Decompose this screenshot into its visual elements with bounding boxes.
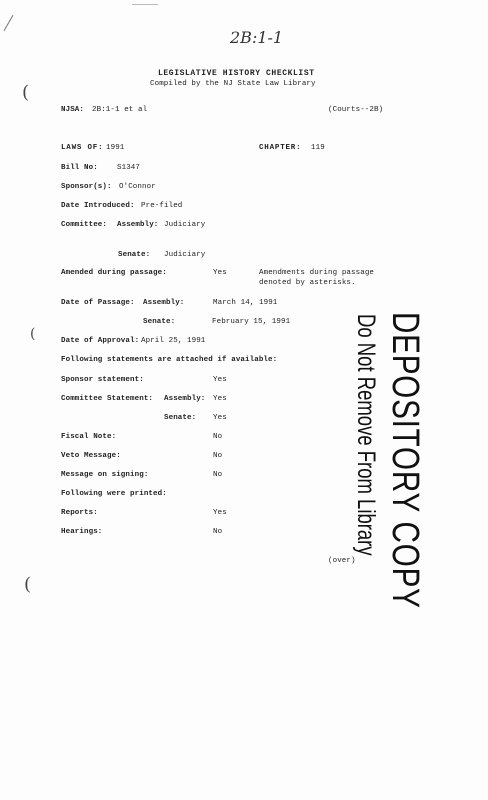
fiscal-note-value: No: [213, 433, 223, 441]
njsa-label: NJSA:: [61, 106, 85, 114]
committee-label: Committee:: [61, 221, 108, 229]
reports-value: Yes: [213, 509, 227, 517]
committee-statement-label: Committee Statement:: [61, 395, 154, 403]
chapter-label: CHAPTER:: [259, 144, 302, 152]
sponsors-label: Sponsor(s):: [61, 183, 112, 191]
message-on-signing-value: No: [213, 471, 223, 479]
committee-statement-senate-value: Yes: [213, 414, 227, 422]
fiscal-note-label: Fiscal Note:: [61, 433, 117, 441]
hearings-label: Hearings:: [61, 528, 103, 536]
njsa-title-note: (Courts--2B): [328, 106, 384, 114]
committee-senate-value: Judiciary: [164, 251, 206, 259]
punch-hole-mark-middle: (: [30, 326, 36, 342]
chapter-value: 119: [311, 144, 325, 152]
date-introduced-value: Pre-filed: [141, 202, 183, 210]
amended-value: Yes: [213, 269, 227, 277]
committee-statement-assembly-label: Assembly:: [164, 395, 206, 403]
handwritten-document-id: 2B:1-1: [230, 28, 284, 47]
committee-assembly-value: Judiciary: [164, 221, 206, 229]
hearings-value: No: [213, 528, 223, 536]
amended-note-line2: denoted by asterisks.: [259, 279, 356, 287]
punch-hole-mark-top: (: [22, 82, 30, 103]
veto-message-label: Veto Message:: [61, 452, 121, 460]
stamp-line-do-not-remove: Do Not Remove From Library: [352, 314, 380, 556]
date-of-approval-label: Date of Approval:: [61, 337, 140, 345]
date-of-approval-value: April 25, 1991: [141, 337, 206, 345]
punch-hole-mark-bottom: (: [24, 574, 32, 595]
stamp-line-depository-copy: DEPOSITORY COPY: [384, 312, 426, 609]
bill-no-value: S1347: [117, 164, 141, 172]
over-note: (over): [328, 557, 356, 565]
checklist-subtitle: Compiled by the NJ State Law Library: [150, 80, 316, 88]
bill-no-label: Bill No:: [61, 164, 98, 172]
laws-of-value: 1991: [106, 144, 125, 152]
passage-assembly-value: March 14, 1991: [213, 299, 278, 307]
scan-mark-top-left: [4, 15, 14, 31]
veto-message-value: No: [213, 452, 223, 460]
amended-note-line1: Amendments during passage: [259, 269, 375, 277]
committee-statement-assembly-value: Yes: [213, 395, 227, 403]
scan-mark-top: [132, 4, 158, 5]
message-on-signing-label: Message on signing:: [61, 471, 149, 479]
sponsors-value: O'Connor: [119, 183, 156, 191]
laws-of-label: LAWS OF:: [61, 144, 104, 152]
amended-label: Amended during passage:: [61, 269, 167, 277]
passage-assembly-label: Assembly:: [143, 299, 185, 307]
committee-statement-senate-label: Senate:: [164, 414, 197, 422]
njsa-value: 2B:1-1 et al: [92, 106, 148, 114]
passage-senate-value: February 15, 1991: [212, 318, 291, 326]
date-introduced-label: Date Introduced:: [61, 202, 135, 210]
checklist-title: LEGISLATIVE HISTORY CHECKLIST: [158, 69, 315, 78]
date-of-passage-label: Date of Passage:: [61, 299, 135, 307]
committee-senate-label: Senate:: [118, 251, 151, 259]
committee-assembly-label: Assembly:: [117, 221, 159, 229]
sponsor-statement-label: Sponsor statement:: [61, 376, 144, 384]
reports-label: Reports:: [61, 509, 98, 517]
printed-heading: Following were printed:: [61, 490, 167, 498]
sponsor-statement-value: Yes: [213, 376, 227, 384]
passage-senate-label: Senate:: [143, 318, 176, 326]
statements-heading: Following statements are attached if available:: [61, 356, 278, 364]
